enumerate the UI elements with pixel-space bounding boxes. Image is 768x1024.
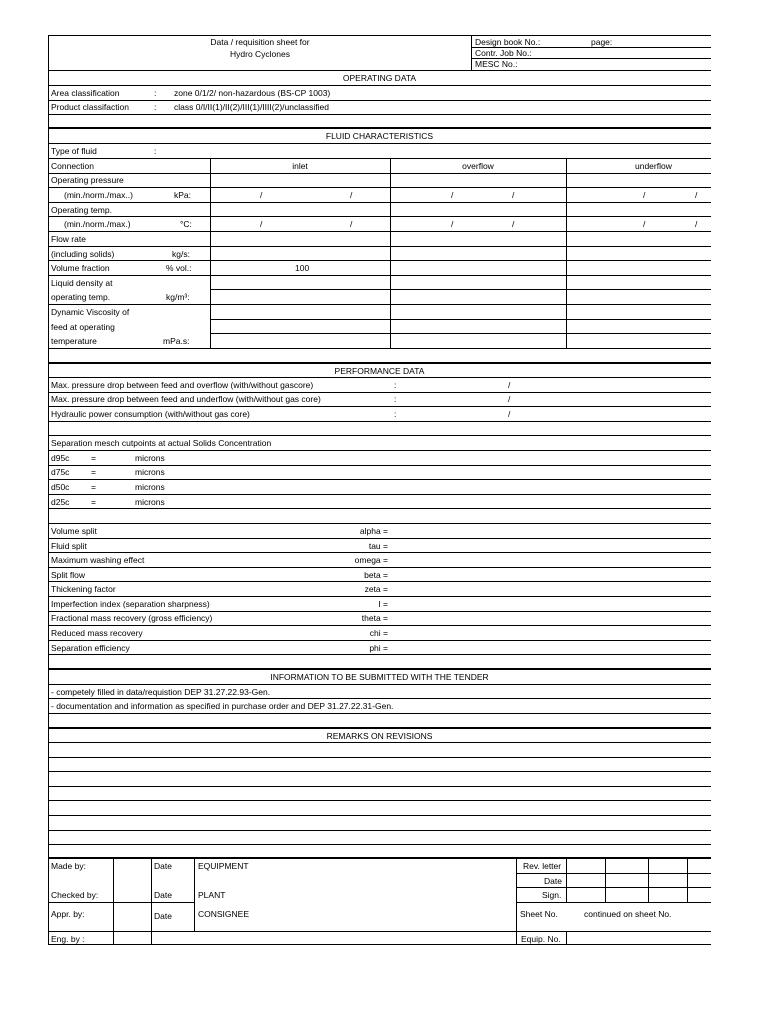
factor-separation-efficiency-symbol: phi =: [369, 643, 388, 653]
cutpoint-d75c-unit: microns: [135, 467, 165, 477]
feed-at-operating-label: feed at operating: [51, 322, 115, 332]
plant-label: PLANT: [198, 890, 226, 900]
area-classification-colon: :: [154, 88, 157, 98]
column-overflow: overflow: [462, 161, 494, 171]
made-by-label: Made by:: [51, 861, 86, 871]
tender-heading: INFORMATION TO BE SUBMITTED WITH THE TENDER: [270, 672, 489, 682]
rev-sign-label: Sign.: [542, 890, 562, 900]
separation-cutpoints-title: Separation mesch cutpoints at actual Solids Concentration: [51, 438, 272, 448]
factor-imperfection-symbol: I =: [378, 599, 388, 609]
product-classification-label: Product classifaction: [51, 102, 129, 112]
design-book-label: Design book No.:: [475, 37, 541, 47]
tender-line-2: - documentation and information as specified in purchase order and DEP 31.27.22.31-Gen.: [51, 701, 394, 711]
including-solids-label: (including solids): [51, 249, 115, 259]
density-operating-temp-label: operating temp.: [51, 292, 111, 302]
connection-label: Connection: [51, 161, 95, 171]
temp-inlet-slash-2: /: [350, 219, 353, 229]
factor-volume-split-label: Volume split: [51, 526, 97, 536]
pressure-unit: kPa:: [174, 190, 192, 200]
continued-on-sheet-label: continued on sheet No.: [584, 909, 672, 919]
contr-job-label: Contr. Job No.:: [475, 48, 532, 58]
operating-pressure-label: Operating pressure: [51, 175, 124, 185]
liquid-density-label: Liquid density at: [51, 278, 113, 288]
pressure-inlet-slash-2: /: [350, 190, 353, 200]
cutpoint-d95c-name: d95c: [51, 453, 70, 463]
factor-split-flow-label: Split flow: [51, 570, 86, 580]
tender-line-1: - competely filled in data/requistion DEP 31.27.22.93-Gen.: [51, 687, 271, 697]
page-label: page:: [591, 37, 613, 47]
area-classification-label: Area classification: [51, 88, 120, 98]
factor-washing-effect-label: Maximum washing effect: [51, 555, 145, 565]
sheet-title-line1: Data / requisition sheet for: [210, 37, 310, 47]
sheet-no-label: Sheet No.: [520, 909, 558, 919]
temp-underflow-slash-2: /: [695, 219, 698, 229]
pressure-drop-underflow-label: Max. pressure drop between feed and underflow (with/without gas core): [51, 394, 321, 404]
made-by-date-label: Date: [154, 861, 172, 871]
factor-thickening-symbol: zeta =: [364, 584, 388, 594]
factor-fluid-split-label: Fluid split: [51, 541, 87, 551]
cutpoint-d75c-eq: =: [91, 467, 96, 477]
pressure-drop-overflow-label: Max. pressure drop between feed and overflow (with/without gascore): [51, 380, 314, 390]
equip-no-label: Equip. No.: [521, 934, 561, 944]
factor-washing-effect-symbol: omega =: [354, 555, 388, 565]
area-classification-value: zone 0/1/2/ non-hazardous (BS-CP 1003): [174, 88, 331, 98]
factor-thickening-label: Thickening factor: [51, 584, 116, 594]
hydraulic-power-colon: :: [394, 409, 397, 419]
factor-fractional-recovery-symbol: theta =: [361, 613, 388, 623]
pressure-overflow-slash-1: /: [451, 190, 454, 200]
type-of-fluid-colon: :: [154, 146, 157, 156]
factor-reduced-recovery-label: Reduced mass recovery: [51, 628, 143, 638]
hydraulic-power-label: Hydraulic power consumption (with/without gas core): [51, 409, 250, 419]
type-of-fluid-label: Type of fluid: [51, 146, 97, 156]
viscosity-unit: mPa.s:: [163, 336, 190, 346]
column-underflow: underflow: [635, 161, 672, 171]
factor-split-flow-symbol: beta =: [364, 570, 388, 580]
checked-by-label: Checked by:: [51, 890, 99, 900]
cutpoint-d50c-eq: =: [91, 482, 96, 492]
pressure-underflow-slash-1: /: [643, 190, 646, 200]
consignee-label: CONSIGNEE: [198, 909, 250, 919]
pressure-drop-overflow-slash: /: [508, 380, 511, 390]
temp-unit: °C:: [180, 219, 192, 229]
remarks-heading: REMARKS ON REVISIONS: [326, 731, 433, 741]
cutpoint-d25c-name: d25c: [51, 497, 70, 507]
temp-inlet-slash-1: /: [260, 219, 263, 229]
product-classification-value: class 0/I/II(1)/II(2)/III(1)/IIII(2)/unclassified: [174, 102, 329, 112]
pressure-drop-underflow-slash: /: [508, 394, 511, 404]
flow-unit: kg/s:: [172, 249, 190, 259]
sheet-title-line2: Hydro Cyclones: [230, 49, 290, 59]
factor-volume-split-symbol: alpha =: [359, 526, 388, 536]
column-inlet: inlet: [292, 161, 308, 171]
dynamic-viscosity-label: Dynamic Viscosity of: [51, 307, 130, 317]
cutpoint-d50c-name: d50c: [51, 482, 70, 492]
product-classification-colon: :: [154, 102, 157, 112]
cutpoint-d25c-eq: =: [91, 497, 96, 507]
performance-data-heading: PERFORMANCE DATA: [334, 366, 425, 376]
temp-underflow-slash-1: /: [643, 219, 646, 229]
fluid-characteristics-heading: FLUID CHARACTERISTICS: [325, 131, 434, 141]
hydraulic-power-slash: /: [508, 409, 511, 419]
temp-minnormmax: (min./norm./max.): [64, 219, 131, 229]
checked-by-date-label: Date: [154, 890, 172, 900]
rev-letter-label: Rev. letter: [523, 861, 562, 871]
factor-fractional-recovery-label: Fractional mass recovery (gross efficiency): [51, 613, 213, 623]
temperature-label: temperature: [51, 336, 97, 346]
factor-fluid-split-symbol: tau =: [368, 541, 388, 551]
pressure-minnormmax: (min./norm./max..): [64, 190, 133, 200]
appr-by-date-label: Date: [154, 911, 172, 921]
pressure-inlet-slash-1: /: [260, 190, 263, 200]
cutpoint-d95c-unit: microns: [135, 453, 165, 463]
pressure-drop-overflow-colon: :: [394, 380, 397, 390]
rev-date-label: Date: [544, 876, 562, 886]
requisition-sheet: [48, 35, 711, 945]
cutpoint-d25c-unit: microns: [135, 497, 165, 507]
cutpoint-d95c-eq: =: [91, 453, 96, 463]
factor-separation-efficiency-label: Separation efficiency: [51, 643, 130, 653]
flow-rate-label: Flow rate: [51, 234, 86, 244]
mesc-label: MESC No.:: [475, 59, 518, 69]
volume-fraction-label: Volume fraction: [51, 263, 110, 273]
appr-by-label: Appr. by:: [51, 909, 85, 919]
temp-overflow-slash-1: /: [451, 219, 454, 229]
pressure-overflow-slash-2: /: [512, 190, 515, 200]
factor-imperfection-label: Imperfection index (separation sharpness): [51, 599, 210, 609]
eng-by-label: Eng. by :: [51, 934, 85, 944]
pressure-drop-underflow-colon: :: [394, 394, 397, 404]
factor-reduced-recovery-symbol: chi =: [369, 628, 388, 638]
volume-fraction-inlet-value: 100: [295, 263, 310, 273]
operating-temp-label: Operating temp.: [51, 205, 112, 215]
operating-data-heading: OPERATING DATA: [342, 73, 417, 83]
temp-overflow-slash-2: /: [512, 219, 515, 229]
pressure-underflow-slash-2: /: [695, 190, 698, 200]
cutpoint-d50c-unit: microns: [135, 482, 165, 492]
density-unit: kg/m³:: [166, 292, 190, 302]
cutpoint-d75c-name: d75c: [51, 467, 70, 477]
equipment-label: EQUIPMENT: [198, 861, 249, 871]
volume-fraction-unit: % vol.:: [166, 263, 192, 273]
